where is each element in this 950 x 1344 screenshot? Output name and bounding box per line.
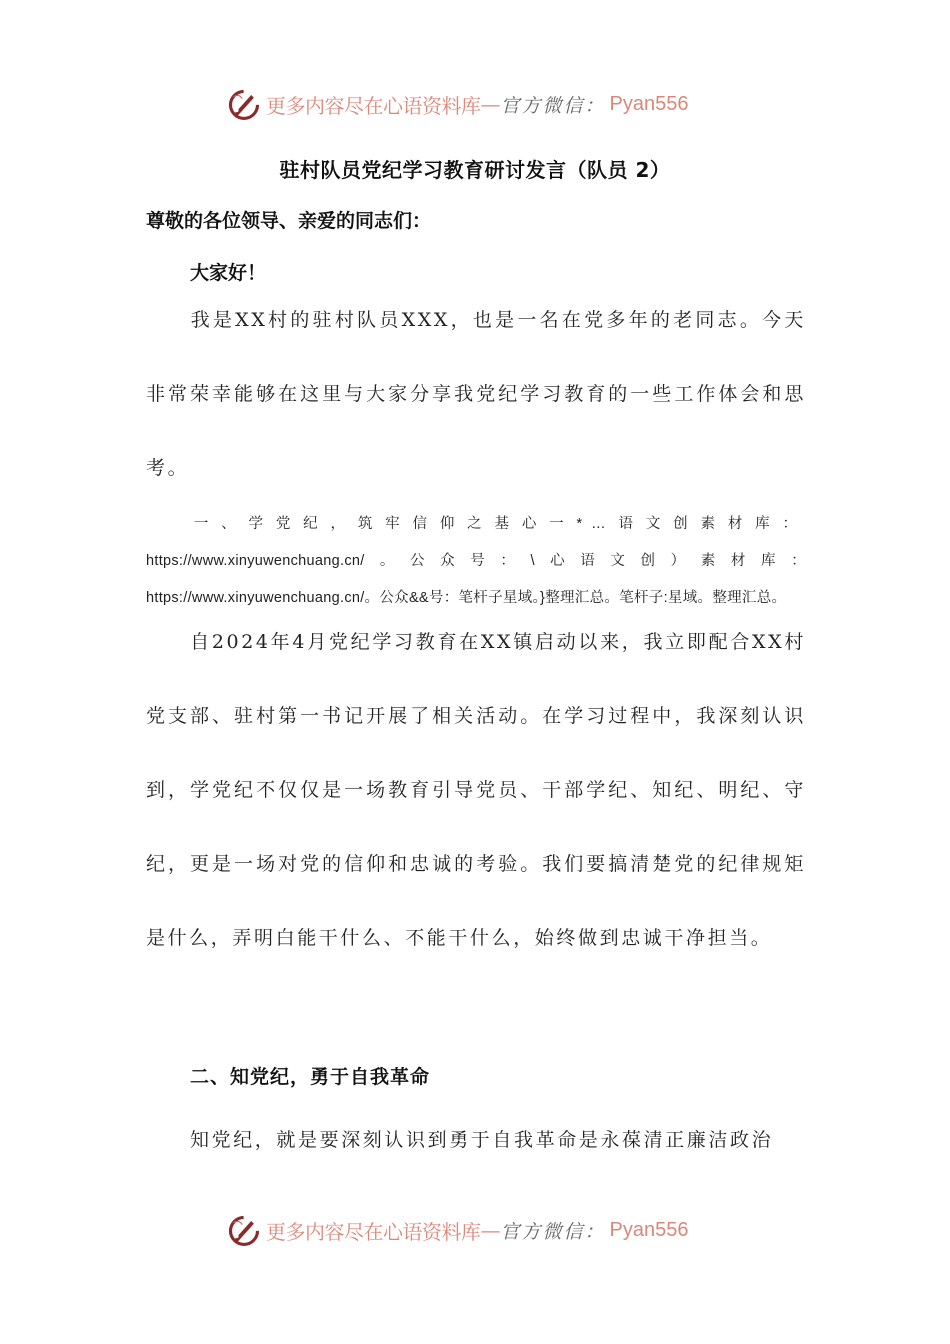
paragraph-intro	[146, 283, 806, 505]
watermark-dash: —	[480, 1218, 501, 1242]
watermark-banner-bottom	[226, 1208, 726, 1252]
quill-pen-logo-icon	[226, 1212, 262, 1248]
paragraph-study	[146, 605, 806, 975]
paragraph-know	[146, 1103, 806, 1177]
section-heading-1-prefix: 一、学党纪，筑牢信仰之基心一*…语文创素材库：	[190, 516, 806, 532]
salutation: 尊敬的各位领导、亲爱的同志们：	[146, 210, 432, 232]
watermark-wechat-id: Pyan556	[609, 92, 689, 115]
watermark-banner-top	[226, 82, 726, 126]
watermark-text: 更多内容尽在心语资料库	[266, 93, 481, 118]
section-heading-1	[146, 506, 806, 617]
paragraph-intro-text: 我是XX村的驻村队员XXX，也是一名在党多年的老同志。今天非常荣幸能够在这里与大家分享我党纪学习教育的一些工作体会和思考。	[146, 309, 806, 479]
quill-pen-logo-icon	[226, 86, 262, 122]
document-title: 驻村队员党纪学习教育研讨发言（队员 2）	[279, 158, 671, 182]
section-heading-2: 二、知党纪，勇于自我革命	[190, 1066, 431, 1088]
watermark-official-label: 官方微信：	[500, 1220, 606, 1243]
paragraph-study-text: 自2024年4月党纪学习教育在XX镇启动以来，我立即配合XX村党支部、驻村第一书记开展了相关活动。在学习过程中，我深刻认识到，学党纪不仅仅是一场教育引导党员、干部学纪、知纪、明纪、守纪，更是一场对党的信仰和忠诚的考验。我们要搞清楚党的纪律规矩是什么，弄明白能干什么、不能干什么，始终做到忠诚干净担当。	[146, 631, 806, 949]
paragraph-know-text: 知党纪，就是要深刻认识到勇于自我革命是永葆清正廉洁政治	[190, 1129, 774, 1151]
watermark-text: 更多内容尽在心语资料库	[266, 1219, 481, 1244]
greeting: 大家好！	[190, 262, 267, 284]
watermark-wechat-id: Pyan556	[609, 1218, 689, 1241]
section-heading-1-rest: https://www.xinyuwenchuang.cn/。公众号：\心语文创）素材库：https://www.xinyuwenchuang.cn/。公众&&号：笔杆子星域。}整理汇总。笔杆子:星域。整理汇总。	[146, 553, 806, 606]
watermark-official-label: 官方微信：	[500, 94, 606, 117]
watermark-dash: —	[480, 92, 501, 116]
